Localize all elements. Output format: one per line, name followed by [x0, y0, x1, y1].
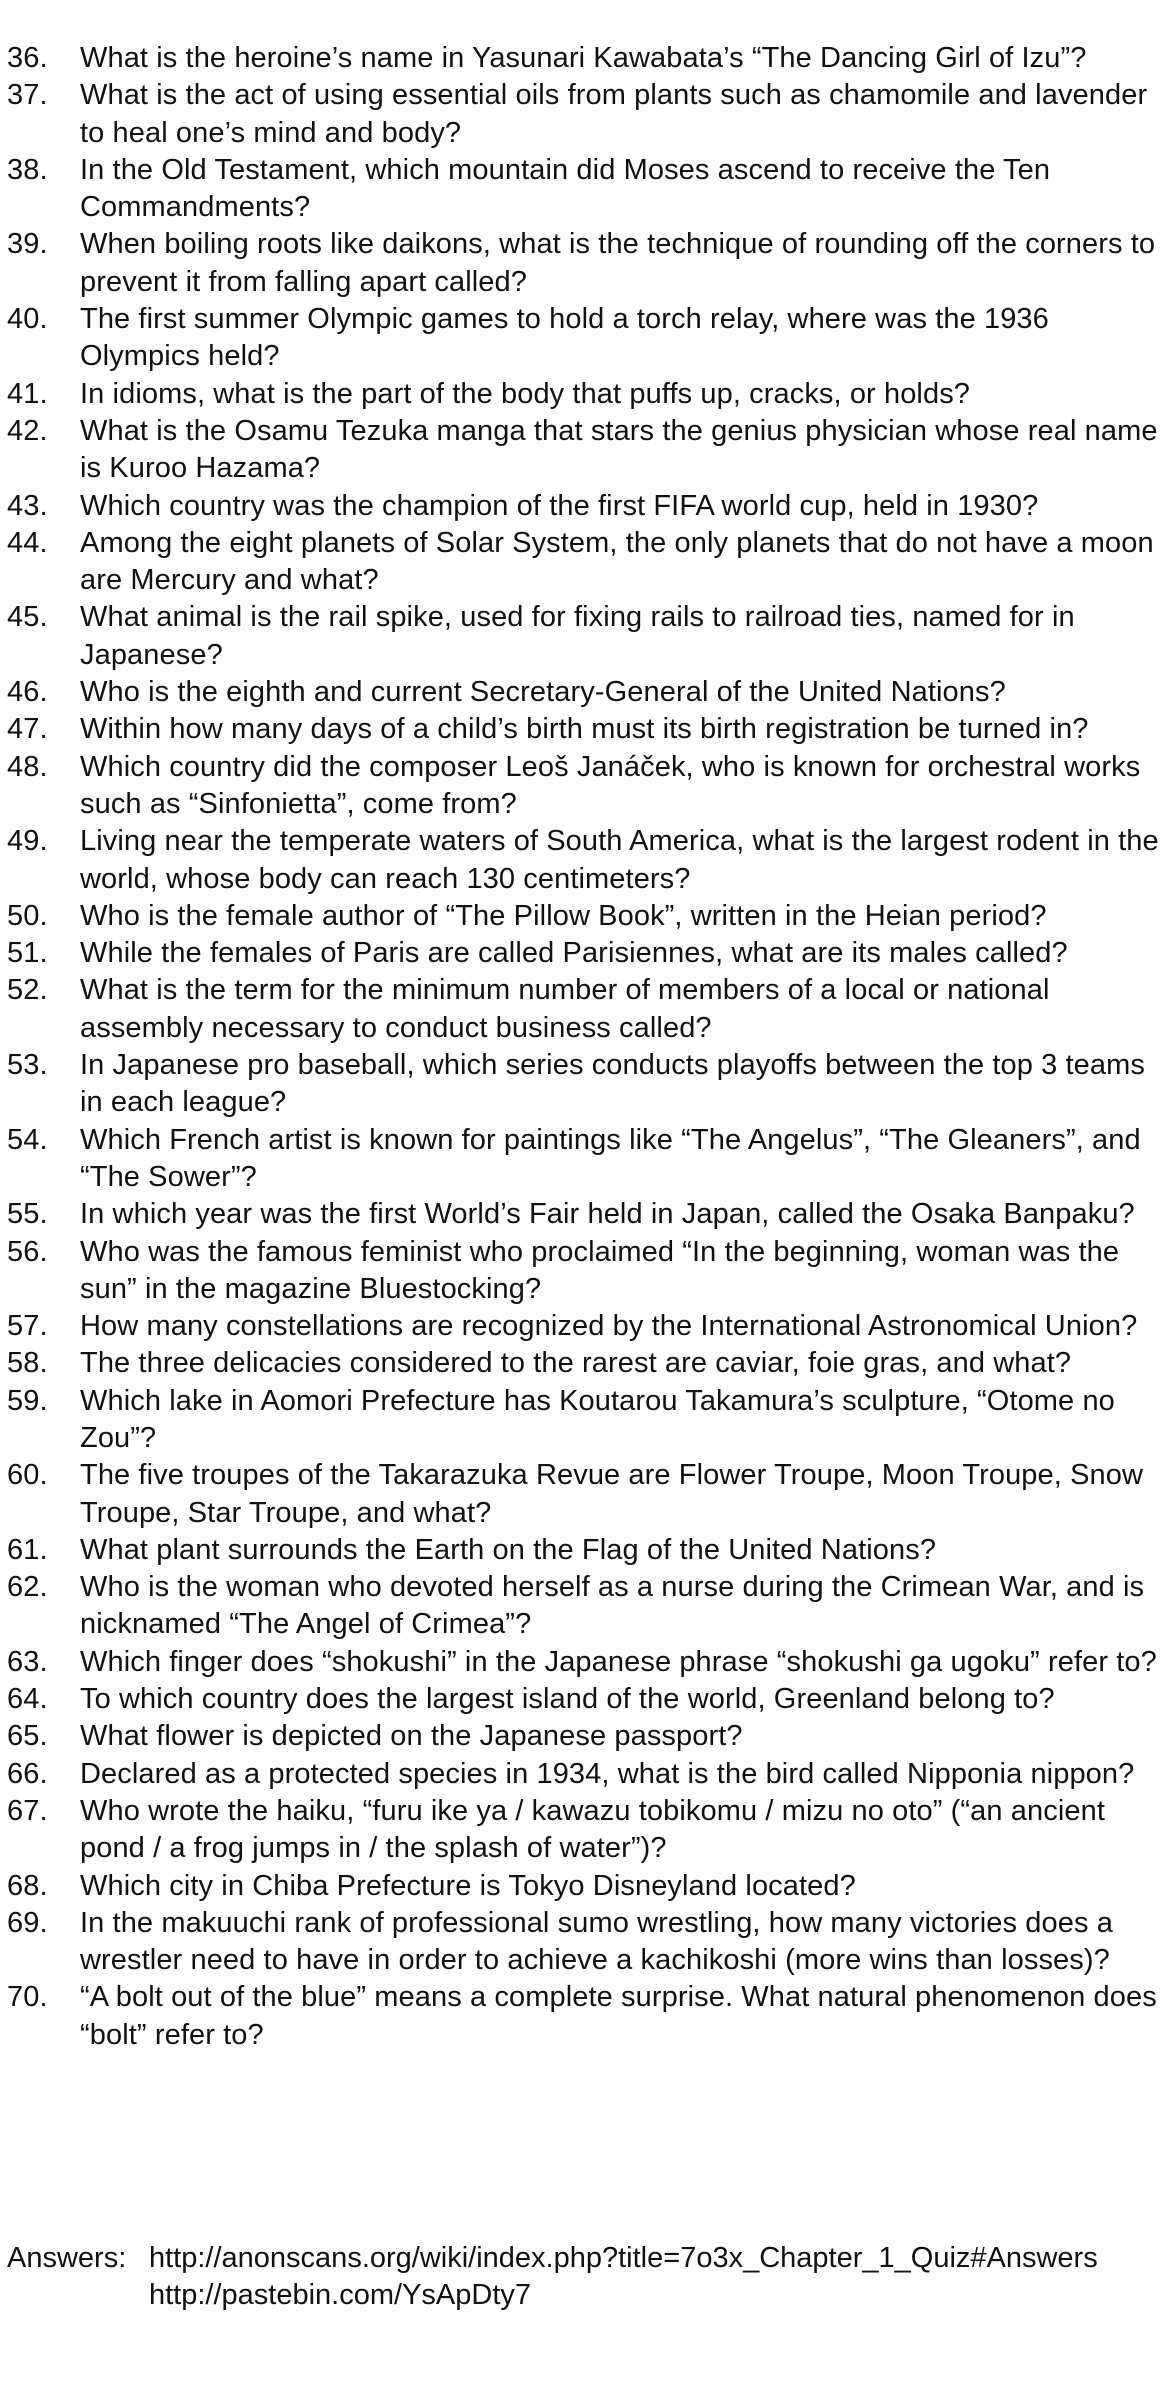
question-text: Who is the eighth and current Secretary-General of the United Nations? [80, 676, 1006, 709]
quiz-question [0, 77, 1176, 152]
quiz-question [0, 898, 1176, 935]
question-number: 70. [7, 1981, 48, 2014]
question-text: What flower is depicted on the Japanese passport? [80, 1720, 743, 1753]
question-number: 62. [7, 1571, 48, 1604]
question-text: What animal is the rail spike, used for fixing rails to railroad ties, named for in Japanese? [80, 601, 1075, 671]
quiz-question [0, 488, 1176, 525]
question-text: Who was the famous feminist who proclaimed “In the beginning, woman was the sun” in the magazine Bluestocking? [80, 1235, 1120, 1305]
answers-link-pastebin[interactable]: http://pastebin.com/YsApDty7 [149, 2279, 532, 2312]
question-number: 55. [7, 1198, 48, 1231]
question-number: 56. [7, 1235, 48, 1268]
quiz-question [0, 152, 1176, 227]
question-text: What plant surrounds the Earth on the Flag of the United Nations? [80, 1533, 937, 1566]
question-text: In idioms, what is the part of the body that puffs up, cracks, or holds? [80, 377, 971, 410]
quiz-question [0, 1979, 1176, 2054]
question-text: The three delicacies considered to the rarest are caviar, foie gras, and what? [80, 1347, 1072, 1380]
question-number: 46. [7, 676, 48, 709]
quiz-question [0, 376, 1176, 413]
question-number: 51. [7, 937, 48, 970]
question-text: In the makuuchi rank of professional sumo wrestling, how many victories does a wrestler need to have in order to achieve a kachikoshi (more wins than losses)? [80, 1906, 1113, 1977]
question-number: 58. [7, 1347, 48, 1380]
quiz-question [0, 1122, 1176, 1197]
question-number: 65. [7, 1720, 48, 1753]
quiz-question-list [0, 40, 1176, 2054]
question-number: 61. [7, 1533, 48, 1566]
question-text: The first summer Olympic games to hold a torch relay, where was the 1936 Olympics held? [80, 303, 1049, 373]
question-number: 59. [7, 1384, 48, 1417]
quiz-question [0, 599, 1176, 674]
question-number: 69. [7, 1906, 48, 1939]
quiz-question [0, 1234, 1176, 1309]
quiz-question [0, 1868, 1176, 1905]
question-number: 36. [7, 42, 48, 74]
quiz-question [0, 1308, 1176, 1345]
question-number: 38. [7, 153, 48, 186]
question-text: Who is the female author of “The Pillow Book”, written in the Heian period? [80, 899, 1047, 932]
question-number: 48. [7, 750, 48, 783]
question-number: 67. [7, 1794, 48, 1827]
question-number: 40. [7, 303, 48, 336]
question-text: Which finger does “shokushi” in the Japanese phrase “shokushi ga ugoku” refer to? [80, 1645, 1157, 1678]
question-number: 37. [7, 79, 48, 112]
question-text: Which lake in Aomori Prefecture has Koutarou Takamura’s sculpture, “Otome no Zou”? [80, 1384, 1115, 1454]
quiz-question [0, 413, 1176, 488]
question-number: 63. [7, 1645, 48, 1678]
quiz-question [0, 711, 1176, 748]
question-text: Which French artist is known for paintings like “The Angelus”, “The Gleaners”, and “The Sower”? [80, 1123, 1141, 1193]
quiz-question [0, 1532, 1176, 1569]
question-text: Within how many days of a child’s birth must its birth registration be turned in? [80, 713, 1089, 746]
quiz-question [0, 1196, 1176, 1233]
question-text: While the females of Paris are called Parisiennes, what are its males called? [80, 937, 1068, 970]
question-number: 44. [7, 526, 48, 559]
quiz-question [0, 226, 1176, 301]
answers-link-wiki[interactable]: http://anonscans.org/wiki/index.php?title=7o3x_Chapter_1_Quiz#Answers [149, 2242, 1098, 2274]
quiz-question [0, 1718, 1176, 1755]
quiz-question [0, 1681, 1176, 1718]
question-text: In the Old Testament, which mountain did Moses ascend to receive the Ten Commandments? [80, 153, 1051, 224]
question-number: 50. [7, 899, 48, 932]
question-number: 53. [7, 1049, 48, 1082]
question-number: 54. [7, 1123, 48, 1156]
question-text: How many constellations are recognized by the International Astronomical Union? [80, 1310, 1138, 1343]
question-text: What is the heroine’s name in Yasunari Kawabata’s “The Dancing Girl of Izu”? [80, 42, 1087, 74]
question-number: 41. [7, 377, 48, 410]
question-text: Declared as a protected species in 1934, what is the bird called Nipponia nippon? [80, 1757, 1135, 1790]
quiz-question [0, 1905, 1176, 1980]
question-number: 49. [7, 825, 48, 858]
answers-section [7, 2240, 1167, 2315]
question-text: Which country was the champion of the first FIFA world cup, held in 1930? [80, 489, 1039, 522]
quiz-question [0, 1345, 1176, 1382]
question-text: What is the Osamu Tezuka manga that stars the genius physician whose real name is Kuroo Hazama? [80, 414, 1158, 485]
question-text: Who wrote the haiku, “furu ike ya / kawazu tobikomu / mizu no oto” (“an ancient pond / a frog jumps in / the splash of water”)? [80, 1794, 1105, 1865]
question-text: Which country did the composer Leoš Janáček, who is known for orchestral works such as “Sinfonietta”, come from? [80, 750, 1141, 820]
question-text: What is the term for the minimum number of members of a local or national assembly necessary to conduct business called? [80, 974, 1050, 1044]
quiz-question [0, 935, 1176, 972]
question-text: What is the act of using essential oils from plants such as chamomile and lavender to heal one’s mind and body? [80, 79, 1148, 149]
question-text: “A bolt out of the blue” means a complete surprise. What natural phenomenon does “bolt” refer to? [80, 1981, 1157, 2051]
quiz-question [0, 1457, 1176, 1532]
question-text: In Japanese pro baseball, which series conducts playoffs between the top 3 teams in each league? [80, 1049, 1145, 1119]
question-number: 60. [7, 1459, 48, 1492]
question-number: 39. [7, 228, 48, 261]
answers-label: Answers: [7, 2242, 127, 2274]
question-number: 52. [7, 974, 48, 1007]
question-number: 42. [7, 414, 48, 447]
answers-row [7, 2240, 1167, 2315]
quiz-question [0, 1047, 1176, 1122]
question-text: Living near the temperate waters of South America, what is the largest rodent in the world, whose body can reach 130 centimeters? [80, 825, 1159, 895]
quiz-question [0, 1756, 1176, 1793]
question-number: 64. [7, 1683, 48, 1716]
question-text: When boiling roots like daikons, what is the technique of rounding off the corners to prevent it from falling apart called? [80, 228, 1156, 298]
quiz-question [0, 972, 1176, 1047]
question-number: 66. [7, 1757, 48, 1790]
quiz-question [0, 1793, 1176, 1868]
question-text: Who is the woman who devoted herself as a nurse during the Crimean War, and is nicknamed “The Angel of Crimea”? [80, 1571, 1145, 1641]
question-text: Among the eight planets of Solar System, the only planets that do not have a moon are Mercury and what? [80, 526, 1154, 597]
question-text: Which city in Chiba Prefecture is Tokyo Disneyland located? [80, 1869, 856, 1902]
quiz-question [0, 823, 1176, 898]
question-number: 43. [7, 489, 48, 522]
quiz-question [0, 525, 1176, 600]
quiz-question [0, 301, 1176, 376]
answers-links [149, 2240, 1167, 2315]
quiz-question [0, 40, 1176, 77]
question-number: 45. [7, 601, 48, 634]
question-number: 68. [7, 1869, 48, 1902]
quiz-question [0, 674, 1176, 711]
quiz-question [0, 1644, 1176, 1681]
question-text: In which year was the first World’s Fair held in Japan, called the Osaka Banpaku? [80, 1198, 1135, 1231]
question-text: To which country does the largest island of the world, Greenland belong to? [80, 1683, 1055, 1716]
quiz-question [0, 1569, 1176, 1644]
question-number: 47. [7, 713, 48, 746]
quiz-question [0, 749, 1176, 824]
quiz-question [0, 1383, 1176, 1458]
question-number: 57. [7, 1310, 48, 1343]
question-text: The five troupes of the Takarazuka Revue are Flower Troupe, Moon Troupe, Snow Troupe, Star Troupe, and what? [80, 1459, 1144, 1529]
